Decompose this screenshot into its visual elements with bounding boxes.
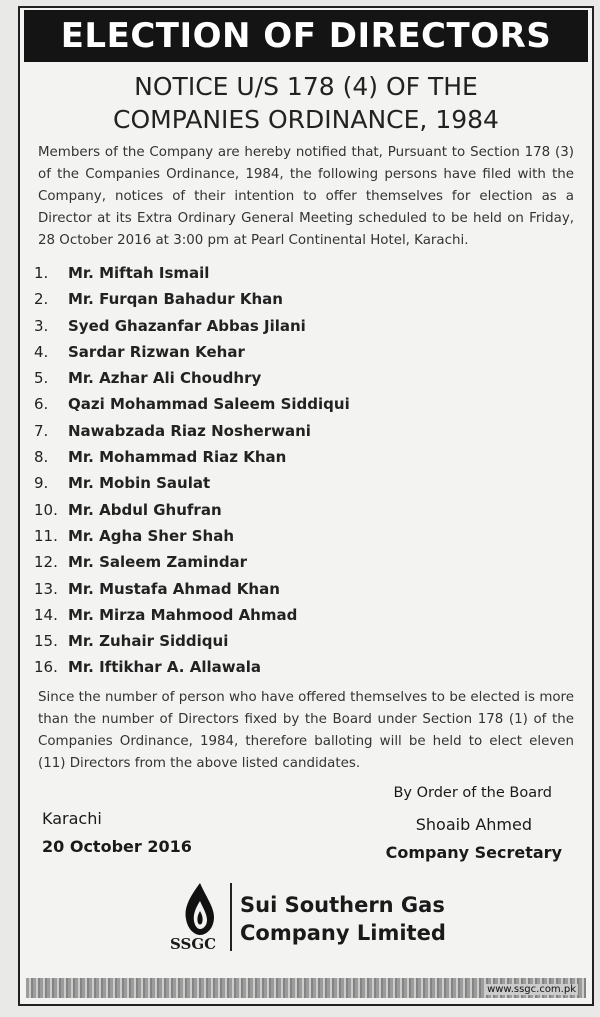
list-item [34, 365, 592, 391]
list-number: 13. [34, 579, 58, 598]
candidate-name: Mr. Zuhair Siddiqui [68, 632, 229, 651]
candidate-name: Qazi Mohammad Saleem Siddiqui [68, 395, 350, 414]
list-item [34, 497, 592, 523]
list-item [34, 470, 592, 496]
logo-abbreviation: SSGC [170, 934, 217, 953]
list-item [34, 523, 592, 549]
list-number: 11. [34, 526, 58, 545]
notice-subtitle [20, 70, 592, 136]
candidate-name: Nawabzada Riaz Nosherwani [68, 421, 311, 440]
by-order-line: By Order of the Board [393, 784, 552, 801]
list-item [34, 313, 592, 339]
candidate-name: Mr. Abdul Ghufran [68, 500, 222, 519]
candidate-name: Mr. Mustafa Ahmad Khan [68, 579, 280, 598]
list-item [34, 391, 592, 417]
list-item [34, 602, 592, 628]
banner-title: ELECTION OF DIRECTORS [60, 16, 552, 56]
list-number: 3. [34, 316, 49, 335]
list-number: 2. [34, 290, 49, 309]
company-name-line-1: Sui Southern Gas [240, 892, 445, 917]
list-item [34, 444, 592, 470]
notice-banner [24, 10, 588, 62]
signatory-designation: Company Secretary [385, 842, 562, 862]
signature-block [20, 783, 592, 875]
candidate-name: Mr. Mirza Mahmood Ahmad [68, 605, 298, 624]
list-number: 7. [34, 421, 49, 440]
list-number: 16. [34, 658, 58, 677]
company-name [240, 891, 446, 947]
list-number: 15. [34, 632, 58, 651]
company-name-line-2: Company Limited [240, 920, 446, 945]
candidate-name: Syed Ghazanfar Abbas Jilani [68, 316, 306, 335]
list-number: 9. [34, 474, 49, 493]
candidate-name: Mr. Azhar Ali Choudhry [68, 369, 262, 388]
list-item [34, 339, 592, 365]
list-item [34, 576, 592, 602]
list-number: 8. [34, 448, 49, 467]
notice-date: 20 October 2016 [42, 836, 192, 856]
candidate-name: Mr. Agha Sher Shah [68, 526, 235, 545]
list-number: 5. [34, 369, 49, 388]
candidate-name: Mr. Mohammad Riaz Khan [68, 448, 287, 467]
candidate-name: Sardar Rizwan Kehar [68, 342, 245, 361]
footer-url: www.ssgc.com.pk [487, 984, 576, 995]
list-number: 1. [34, 264, 49, 282]
list-number: 4. [34, 342, 49, 361]
subtitle-line-1: NOTICE U/S 178 (4) OF THE [134, 72, 478, 101]
candidate-name: Mr. Miftah Ismail [68, 264, 210, 282]
candidate-name: Mr. Saleem Zamindar [68, 553, 248, 572]
list-item [34, 260, 592, 286]
notice-frame [18, 6, 594, 1006]
list-number: 14. [34, 605, 58, 624]
candidate-name: Mr. Iftikhar A. Allawala [68, 658, 261, 677]
list-number: 6. [34, 395, 49, 414]
list-item [34, 654, 592, 680]
place: Karachi [42, 808, 102, 828]
list-number: 10. [34, 500, 58, 519]
candidate-list [34, 260, 592, 681]
list-item [34, 549, 592, 575]
list-item [34, 418, 592, 444]
candidate-name: Mr. Furqan Bahadur Khan [68, 290, 283, 309]
list-item [34, 628, 592, 654]
logo-divider [230, 883, 232, 951]
signatory-name: Shoaib Ahmed [415, 814, 532, 834]
subtitle-line-2: COMPANIES ORDINANCE, 1984 [113, 105, 499, 134]
company-logo-block [20, 879, 592, 959]
list-number: 12. [34, 553, 58, 572]
candidate-name: Mr. Mobin Saulat [68, 474, 211, 493]
list-item [34, 286, 592, 312]
intro-paragraph: Members of the Company are hereby notified that, Pursuant to Section 178 (3) of the Companies Ordinance, 1984, the following persons have filed with the Company, notices of their intention to offer themselves for election as a Director at its Extra Ordinary General Meeting scheduled to be held on Friday, 28 October 2016 at 3:00 pm at Pearl Continental Hotel, Karachi. [38, 145, 574, 248]
closing-paragraph: Since the number of person who have offered themselves to be elected is more than the number of Directors fixed by the Board under Section 178 (1) of the Companies Ordinance, 1984, therefore balloting will be held to elect eleven (11) Directors from the above listed candidates. [38, 689, 574, 771]
